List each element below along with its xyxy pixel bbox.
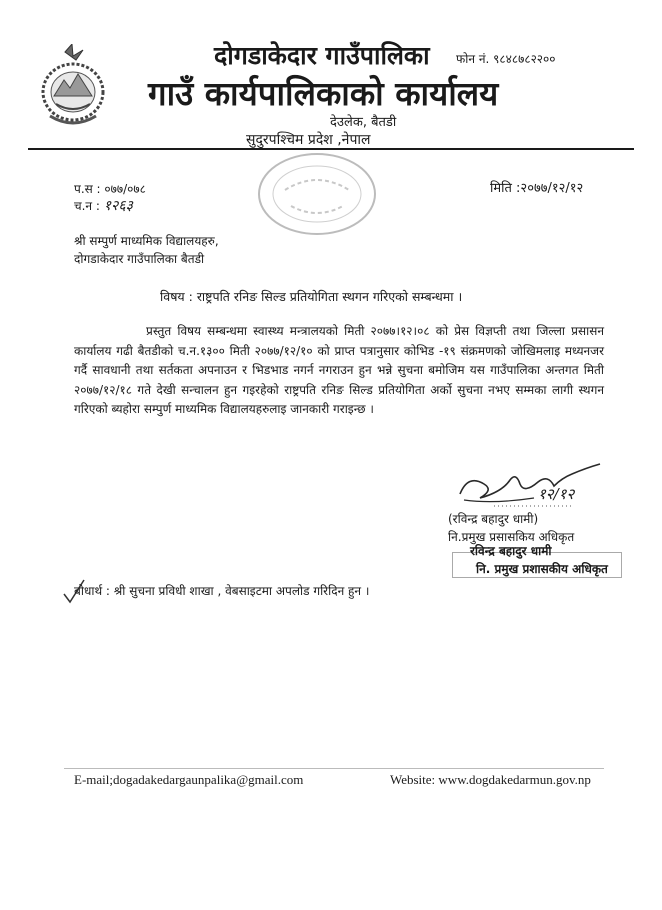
dispatch-label: च.न : [74, 199, 100, 213]
seal-title: नि. प्रमुख प्रशासकीय अधिकृत [476, 562, 608, 576]
signer-name: (रविन्द्र बहादुर धामी) [448, 512, 539, 526]
handwritten-signature [454, 454, 614, 516]
cc-note: बोधार्थ : श्री सुचना प्रविधी शाखा , वेबसाइटमा अपलोड गरिदिन हुन । [74, 584, 370, 598]
footer-divider [64, 768, 604, 769]
address-line-1: देउलेक, बैतडी [330, 115, 397, 130]
phone-number: फोन नं. ९८४८७८२२०० [456, 52, 556, 66]
seal-name: रविन्द्र बहादुर धामी [470, 544, 552, 558]
recipient-line-2: दोगडाकेदार गाउँपालिका बैतडी [74, 252, 205, 266]
signature-date: १२/१२ [538, 485, 575, 503]
reference-number: प.स : ०७७/०७८ [74, 182, 146, 196]
subject-line: विषय : राष्ट्रपति रनिङ सिल्ड प्रतियोगिता स्थगन गरिएको सम्बन्धमा । [160, 289, 463, 304]
office-name: गाउँ कार्यपालिकाको कार्यालय [148, 74, 499, 113]
footer-email: E-mail;dogadakedargaunpalika@gmail.com [74, 772, 304, 787]
org-name: दोगडाकेदार गाउँपालिका [214, 41, 430, 70]
office-stamp [255, 150, 380, 242]
letter-date: मिति :२०७७/१२/१२ [490, 181, 584, 196]
nepal-emblem-logo [38, 44, 108, 128]
signer-title: नि.प्रमुख प्रसासकिय अधिकृत [448, 530, 575, 544]
dispatch-number: १२६३ [103, 198, 133, 214]
recipient-line-1: श्री सम्पुर्ण माध्यमिक विद्यालयहरु, [74, 234, 219, 248]
address-line-2: सुदुरपश्चिम प्रदेश ,नेपाल [246, 132, 371, 148]
body-paragraph: प्रस्तुत विषय सम्बन्धमा स्वास्थ्य मन्त्रालयको मिती २०७७।१२।०८ को प्रेस विज्ञप्ती तथा जिल्ला प्रसासन कार्यालय गढी बैतडीको च.न.१३०० मिती २०७७/१२/१० को प्राप्त पत्रानुसार कोभिड -१९ संक्रमणको जोखिमलाइ मध्यनजर गर्दै सावधानी तथा सर्तकता अपनाउन र भिडभाड नगर्न नगराउन हुन भन्ने सुचना बमोजिम यस गाउँपालिका अन्तगत मिती २०७७/१२/१८ गते देखी सन्चालन हुन गइरहेको राष्ट्रपति रनिङ सिल्ड प्रतियोगिता अर्को सुचना नभए सम्मका लागी स्थगन गरिएको ब्यहोरा सम्पुर्ण माध्यमिक विद्यालयहरुलाइ जानकारी गराइन्छ । [74, 324, 604, 416]
letter-body [74, 322, 604, 420]
footer-website: Website: www.dogdakedarmun.gov.np [390, 772, 591, 787]
dispatch-number-row [74, 196, 133, 215]
